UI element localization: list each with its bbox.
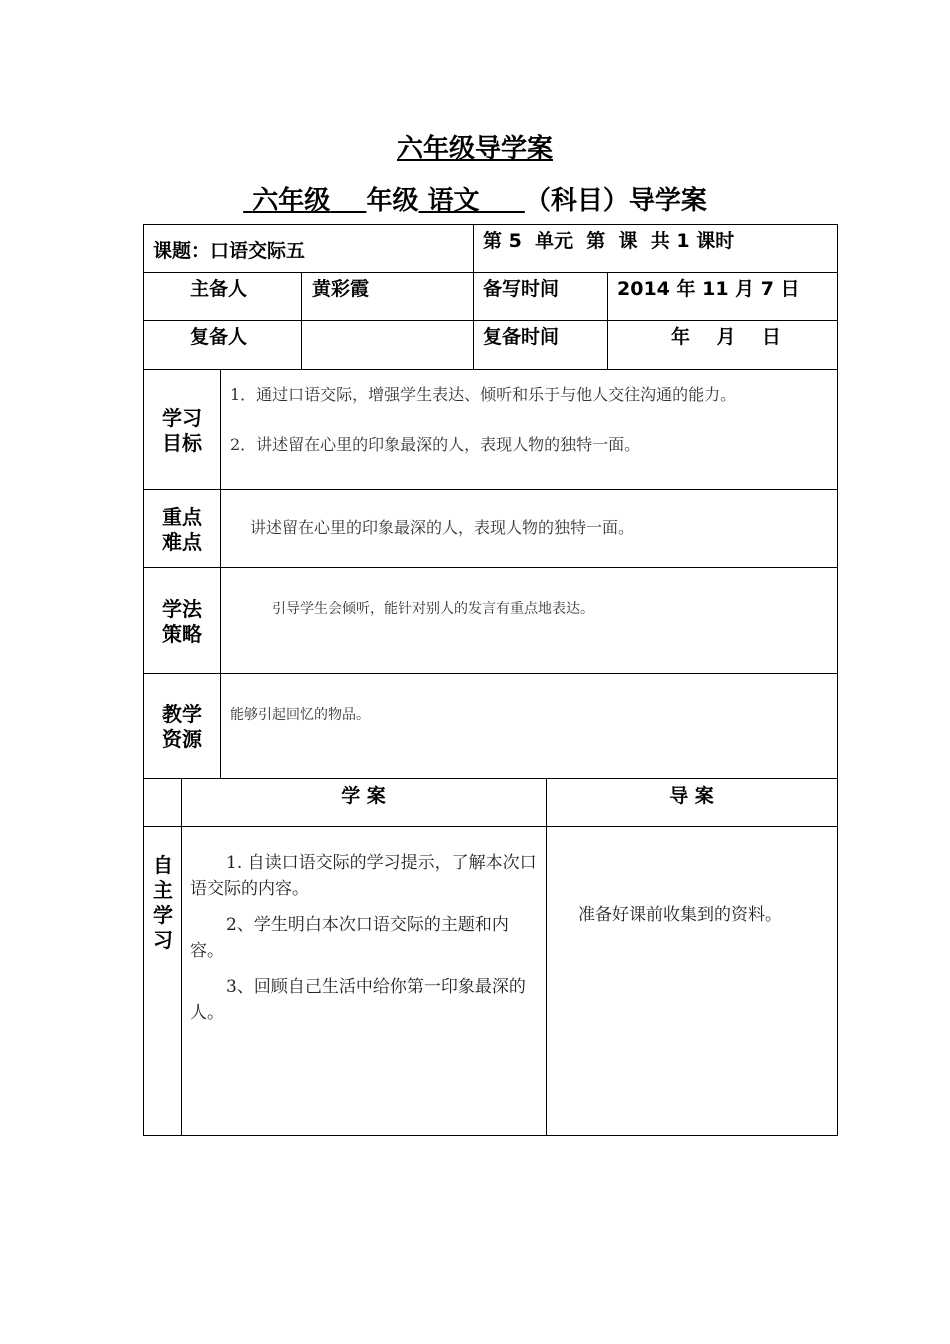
subtitle-suffix: （科目）导学案 bbox=[524, 186, 707, 216]
study-item: 2、学生明白本次口语交际的主题和内容。 bbox=[190, 915, 509, 961]
grid-line bbox=[837, 224, 838, 1136]
study-item: 1. 自读口语交际的学习提示，了解本次口语交际的内容。 bbox=[190, 853, 537, 899]
resource-text: 能够引起回忆的物品。 bbox=[230, 707, 370, 723]
goal-2: 2．讲述留在心里的印象最深的人，表现人物的独特一面。 bbox=[230, 435, 641, 454]
goals-label-line: 学习 bbox=[162, 406, 202, 430]
grid-line bbox=[301, 272, 302, 369]
guide-plan-header: 导 案 bbox=[669, 785, 714, 807]
self-study-char: 学 bbox=[153, 903, 173, 927]
study-item: 3、回顾自己生活中给你第一印象最深的人。 bbox=[190, 977, 526, 1023]
grid-line bbox=[143, 489, 838, 490]
page-title: 六年级导学案 bbox=[396, 134, 553, 164]
focus-label-line: 重点 bbox=[162, 505, 202, 529]
goals-label bbox=[143, 406, 221, 456]
grid-line bbox=[546, 778, 547, 1135]
topic-label: 课题： bbox=[153, 240, 211, 262]
subtitle-subject: 语文 bbox=[427, 186, 480, 216]
self-study-char: 自 bbox=[153, 853, 173, 877]
grid-line bbox=[143, 1135, 838, 1136]
resource-label-line: 资源 bbox=[162, 727, 202, 751]
method-label-line: 学法 bbox=[162, 597, 202, 621]
grid-line bbox=[143, 567, 838, 568]
goal-1: 1．通过口语交际，增强学生表达、倾听和乐于与他人交往沟通的能力。 bbox=[230, 385, 737, 404]
focus-label bbox=[143, 505, 221, 555]
study-plan-header: 学 案 bbox=[341, 785, 386, 807]
grid-line bbox=[143, 320, 838, 321]
review-time-label: 复备时间 bbox=[483, 326, 560, 348]
preparer-value: 黄彩霞 bbox=[312, 278, 370, 300]
grid-line bbox=[181, 778, 182, 1135]
grid-line bbox=[143, 369, 838, 370]
grid-line bbox=[143, 778, 838, 779]
topic-value: 口语交际五 bbox=[210, 240, 306, 262]
grid-line bbox=[143, 673, 838, 674]
self-study-label bbox=[151, 853, 175, 953]
study-items bbox=[190, 850, 540, 1026]
grid-line bbox=[473, 224, 474, 369]
subtitle-grade: 六年级 bbox=[252, 186, 331, 216]
page-subtitle bbox=[0, 180, 950, 217]
method-label bbox=[143, 597, 221, 647]
resource-label-line: 教学 bbox=[162, 702, 202, 726]
grid-line bbox=[143, 272, 838, 273]
prep-time-value: 2014 年 11 月 7 日 bbox=[617, 278, 800, 300]
method-label-line: 策略 bbox=[162, 622, 202, 646]
self-study-char: 习 bbox=[153, 928, 173, 952]
reviewer-label: 复备人 bbox=[190, 326, 248, 348]
resource-label bbox=[143, 702, 221, 752]
method-text: 引导学生会倾听，能针对别人的发言有重点地表达。 bbox=[272, 601, 594, 617]
focus-text: 讲述留在心里的印象最深的人，表现人物的独特一面。 bbox=[250, 518, 635, 537]
topic-cell bbox=[153, 236, 305, 263]
grid-line bbox=[143, 826, 838, 827]
self-study-char: 主 bbox=[153, 878, 173, 902]
preparer-label: 主备人 bbox=[190, 278, 248, 300]
prep-time-label: 备写时间 bbox=[483, 278, 560, 300]
grid-line bbox=[143, 224, 838, 225]
grid-line bbox=[607, 272, 608, 369]
goals-label-line: 目标 bbox=[162, 431, 202, 455]
focus-label-line: 难点 bbox=[162, 530, 202, 554]
review-time-value: 年 月 日 bbox=[671, 326, 781, 348]
subtitle-level: 年级 bbox=[366, 186, 419, 216]
unit-info: 第 5 单元 第 课 共 1 课时 bbox=[483, 230, 735, 252]
guide-text: 准备好课前收集到的资料。 bbox=[578, 905, 782, 925]
grid-line bbox=[143, 224, 144, 1136]
